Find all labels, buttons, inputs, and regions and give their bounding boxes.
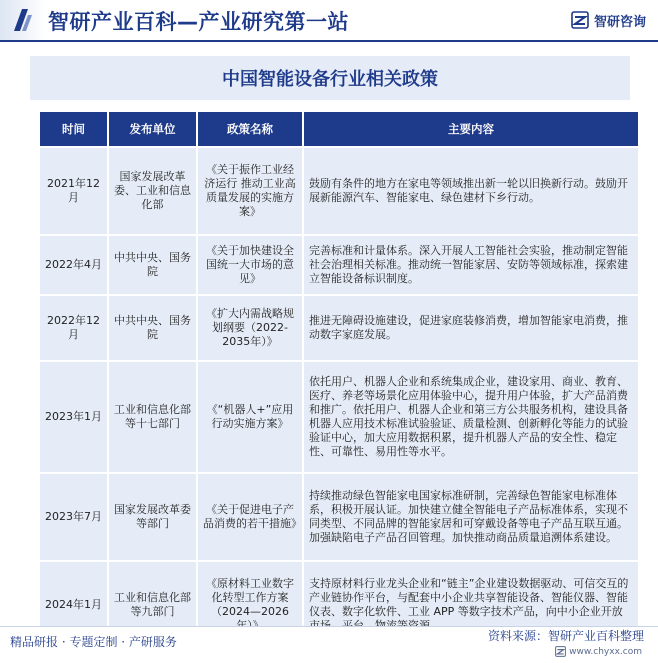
table-row (40, 296, 638, 360)
cell-policy-name: 《关于振作工业经济运行 推动工业高质量发展的实施方案》 (198, 148, 302, 234)
cell-time: 2022年12月 (40, 296, 107, 360)
cell-content: 持续推动绿色智能家电国家标准研制，完善绿色智能家电标准体系，积极开展认证。加快建立健全智能电子产品标准体系，实现不同类型、不同品牌的智能家居和可穿戴设备等电子产品互联互通。加强缺陷电子产品召回管理。加快推动商品质量追溯体系建设。 (304, 474, 638, 560)
cell-time: 2022年4月 (40, 236, 107, 294)
footer-url[interactable] (555, 646, 642, 657)
cell-unit: 工业和信息化部等九部门 (109, 562, 196, 648)
cell-time: 2023年7月 (40, 474, 107, 560)
cell-time: 2023年1月 (40, 362, 107, 472)
table-banner (30, 56, 630, 100)
table-header-row (40, 112, 638, 146)
cell-policy-name: 《扩大内需战略规划纲要（2022-2035年）》 (198, 296, 302, 360)
cell-content: 完善标准和计量体系。深入开展人工智能社会实验，推动制定智能社会治理相关标准。推动统一智能家居、安防等领域标准，探索建立智能设备标识制度。 (304, 236, 638, 294)
zhiyan-logo-icon (555, 646, 566, 657)
zhiyan-logo-icon (571, 11, 589, 29)
cell-policy-name: 《关于促进电子产品消费的若干措施》 (198, 474, 302, 560)
cell-content: 推进无障碍设施建设，促进家庭装修消费，增加智能家电消费，推动数字家庭发展。 (304, 296, 638, 360)
table-row (40, 236, 638, 294)
policy-table (38, 110, 640, 650)
cell-policy-name: 《“机器人+”应用行动实施方案》 (198, 362, 302, 472)
source-note: 资料来源：智研产业百科整理 (487, 629, 644, 643)
cell-policy-name: 《原材料工业数字化转型工作方案（2024—2026 (198, 562, 302, 648)
page-header (0, 0, 658, 42)
cell-unit: 工业和信息化部等十七部门 (109, 362, 196, 472)
cell-time: 2024年1月 (40, 562, 107, 648)
page-footer (0, 626, 658, 663)
brand[interactable] (571, 11, 646, 29)
cell-time: 2021年12月 (40, 148, 107, 234)
table-row (40, 148, 638, 234)
header-title: 智研产业百科—产业研究第一站 (48, 10, 349, 34)
footer-url-text: www.chyxx.com (569, 646, 642, 657)
cell-unit: 国家发展改革委、工业和信息化部 (109, 148, 196, 234)
slash-mark-icon (10, 9, 32, 31)
cell-content: 依托用户、机器人企业和系统集成企业，建设家用、商业、教育、医疗、养老等场景化应用体验中心，提升用户体验，扩大产品消费和推广。依托用户、机器人企业和第三方公共服务机构，建设具备机器人应用技术标准试验验证、质量检测、创新孵化等能力的试验验证中心，加大应用数据积累，提升机器人产品的安全性、稳定性、可靠性、易用性等水平。 (304, 362, 638, 472)
footer-services: 精品研报 · 专题定制 · 产研服务 (10, 635, 177, 649)
table-row (40, 474, 638, 560)
cell-content: 鼓励有条件的地方在家电等领域推出新一轮以旧换新行动。鼓励开展新能源汽车、智能家电、绿色建材下乡行动。 (304, 148, 638, 234)
column-header-content: 主要内容 (304, 112, 638, 146)
cell-policy-name: 《关于加快建设全国统一大市场的意见》 (198, 236, 302, 294)
column-header-time: 时间 (40, 112, 107, 146)
column-header-unit: 发布单位 (109, 112, 196, 146)
cell-unit: 国家发展改革委等部门 (109, 474, 196, 560)
table-row (40, 362, 638, 472)
brand-name: 智研咨询 (593, 14, 646, 30)
table-title: 中国智能设备行业相关政策 (222, 69, 438, 90)
cell-unit: 中共中央、国务院 (109, 296, 196, 360)
cell-content: 支持原材料行业龙头企业和“链主”企业建设数据驱动、可信交互的产业链协作平台，与配套中小企业共享智能设备、智能仪器、智能仪表、数字化软件、工业 APP 等数字技术产品，向中小企业开放 (304, 562, 638, 648)
cell-unit: 中共中央、国务院 (109, 236, 196, 294)
column-header-name: 政策名称 (198, 112, 302, 146)
